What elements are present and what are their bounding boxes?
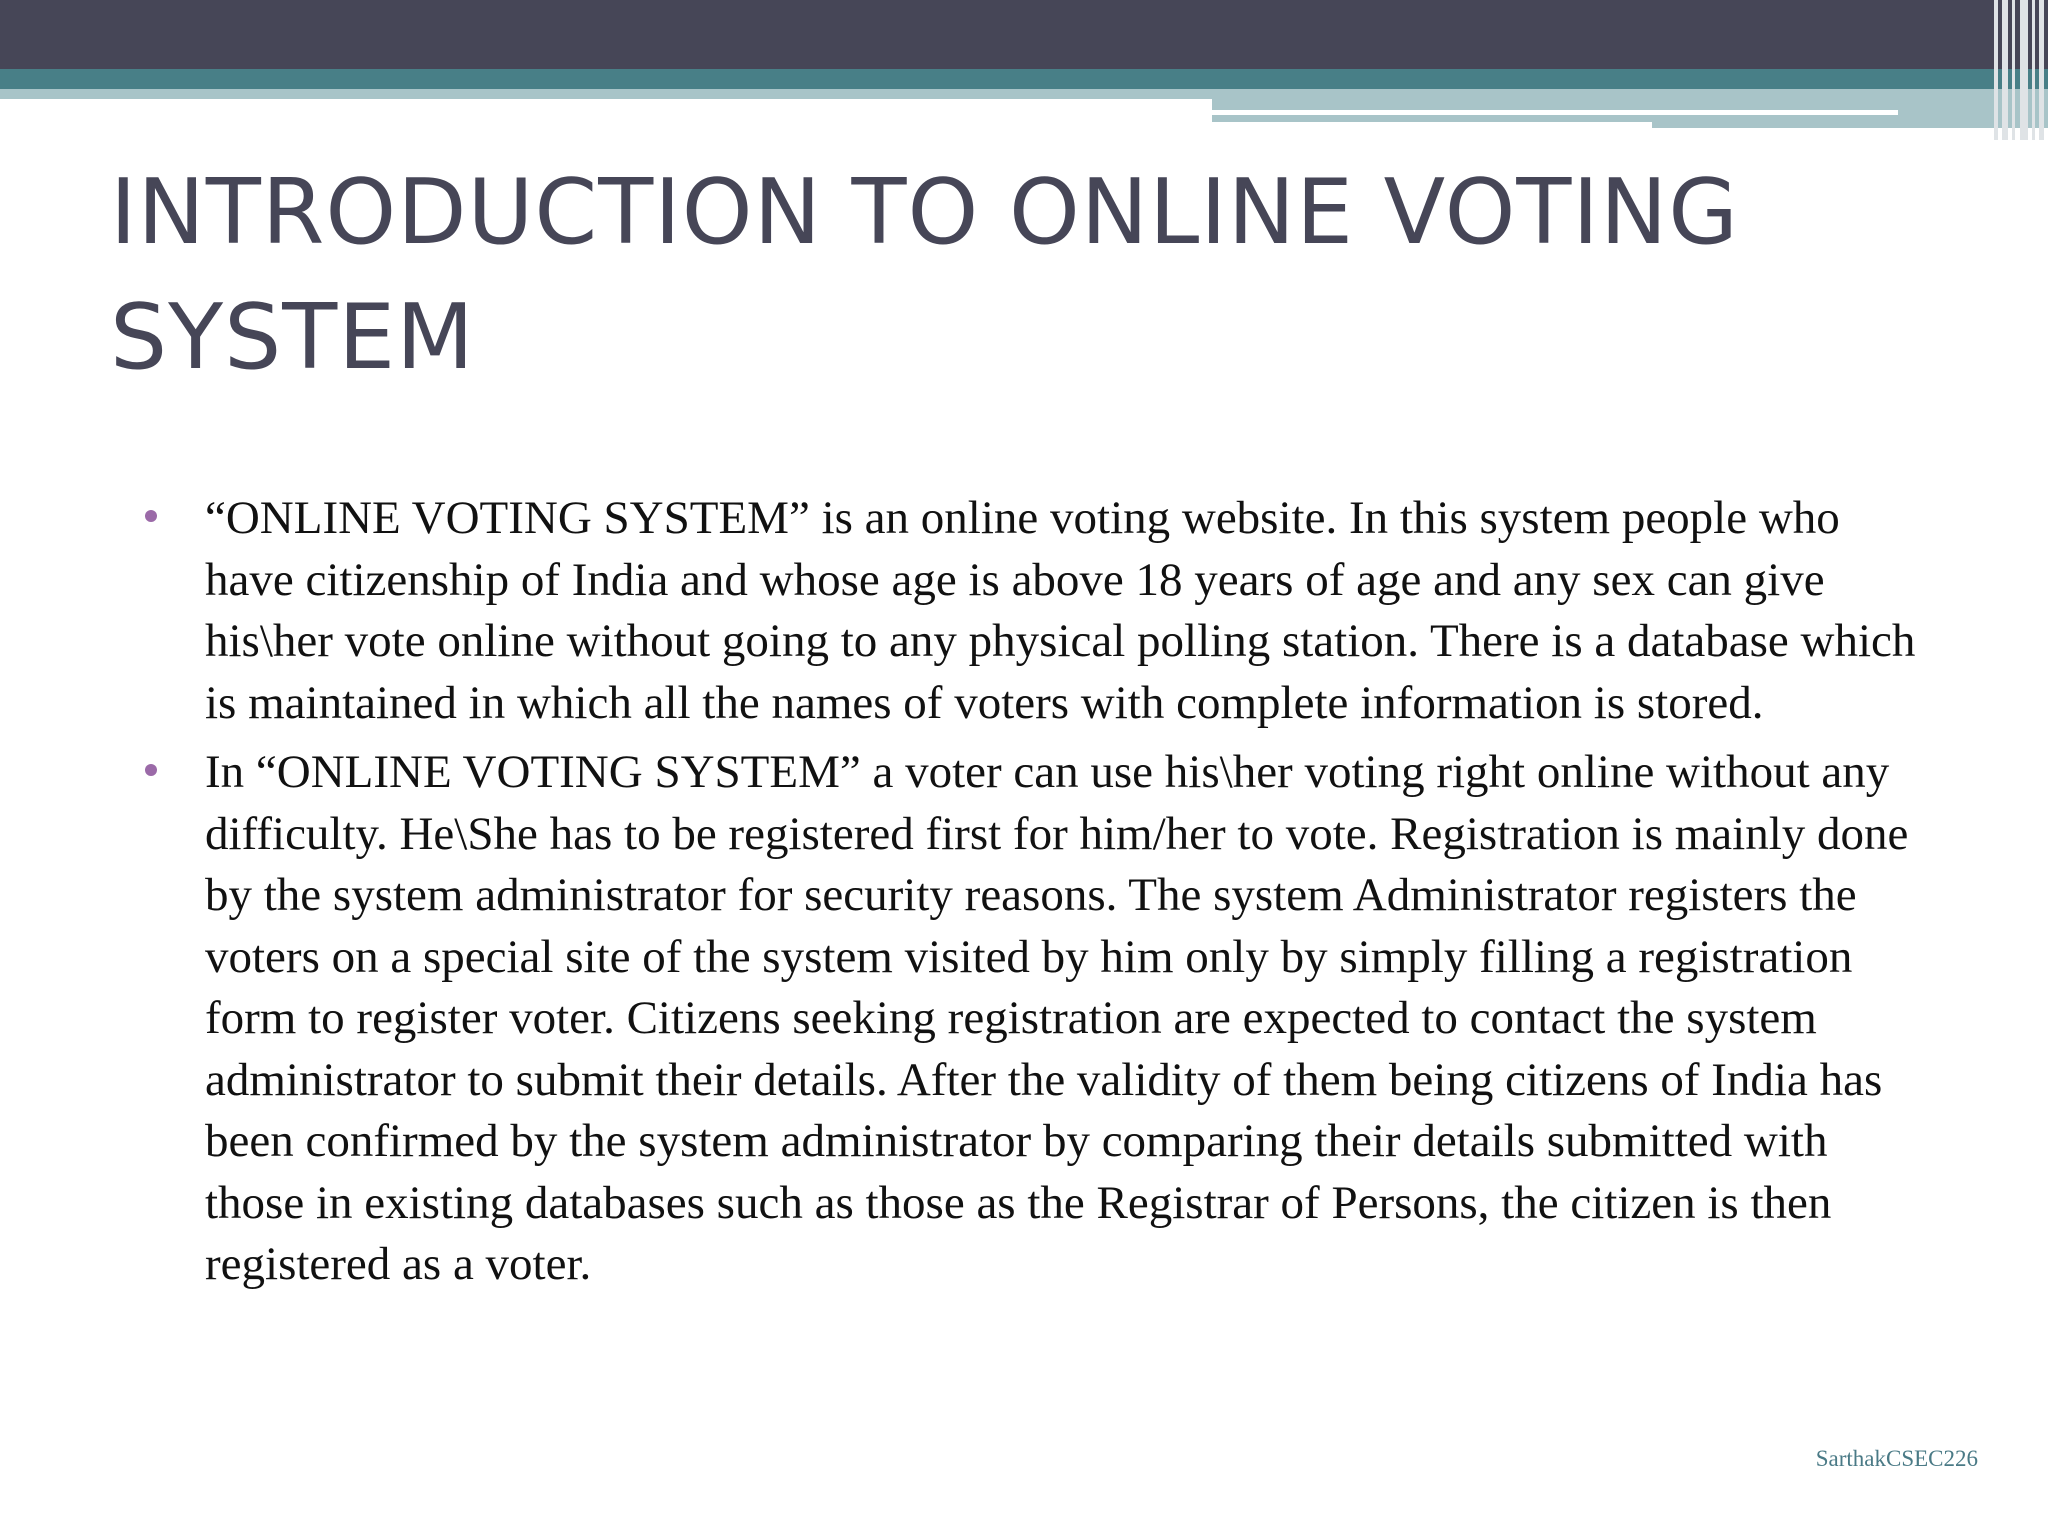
header-accent-line-3 [1652,128,2048,131]
bullet-item [145,742,1925,1296]
bullet-text: “ONLINE VOTING SYSTEM” is an online voting website. In this system people who have citizenship of India and whose age is above 18 years of age and any sex can give his\her vote online without going to any physical polling station. There is a database which is maintained in which all the names of voters with complete information is stored. [205,492,1916,729]
header-accent-line [1212,110,1898,115]
bullet-list [145,488,1925,1304]
bullet-dot-icon [145,764,157,776]
bullet-item [145,488,1925,734]
header-band-dark [0,0,2048,69]
header-band-light [0,89,1212,99]
header-stripes [1990,0,2048,140]
footer-credit: SarthakCSEC226 [1815,1446,1978,1471]
header-accent-line-2 [1212,122,1652,131]
bullet-dot-icon [145,510,157,522]
bullet-text: In “ONLINE VOTING SYSTEM” a voter can use his\her voting right online without any difficulty. He\She has to be registered first for him/her to vote. Registration is mainly done by the system administrator for security reasons. The system Administrator registers the voters on a special site of the system visited by him only by simply filling a registration form to register voter. Citizens seeking registration are expected to contact the system administrator to submit their details. After the validity of them being citizens of India has been confirmed by the system administrator by comparing their details submitted with those in existing databases such as those as the Registrar of Persons, the citizen is then registered as a voter. [205,746,1909,1290]
header-band-teal [0,69,2048,89]
slide-title: INTRODUCTION TO ONLINE VOTING SYSTEM [110,160,1740,390]
